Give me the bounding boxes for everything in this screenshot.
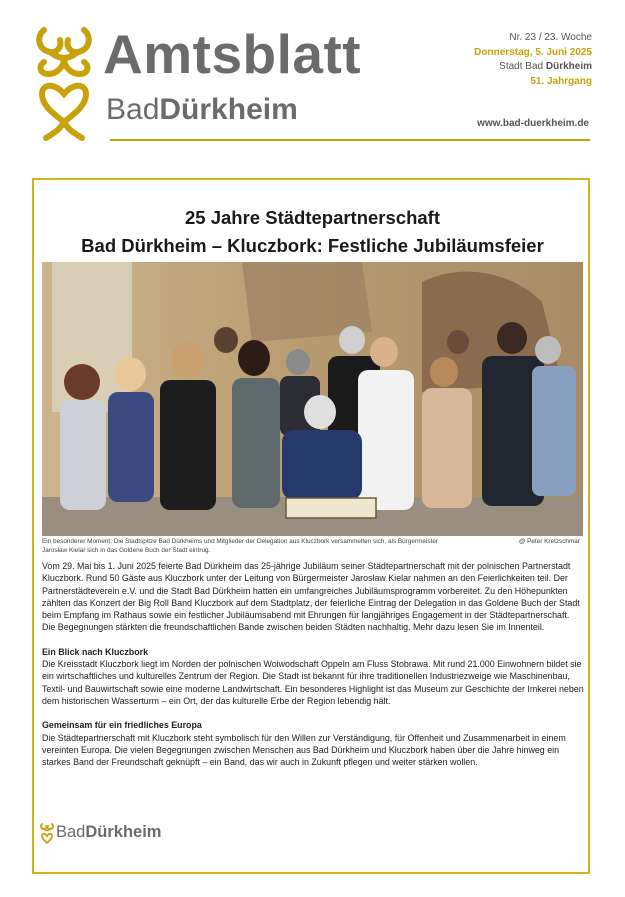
section-text-europa: Die Städtepartnerschaft mit Kluczbork steht symbolisch für den Willen zur Verständigung, für Offenheit und Zusammenarbeit in einem vereinten Europa. Die vielen Begegnungen zwischen Menschen aus Bad Dürkheim und Kluczbork haben über die Jahre hinweg ein starkes Band der Freundschaft geknüpft – ein Band, das wir auch in Zukunft pflegen und weiter stärken wollen. <box>42 732 566 768</box>
issue-town <box>474 60 592 75</box>
bad-duerkheim-small-emblem-icon <box>40 822 54 846</box>
footer-logo <box>40 822 180 844</box>
masthead-divider <box>110 139 590 141</box>
issue-number: Nr. 23 / 23. Woche <box>509 32 592 43</box>
bad-duerkheim-emblem-icon <box>34 22 94 146</box>
town-prefix: Stadt Bad <box>499 61 546 72</box>
headline-line-2: Bad Dürkheim – Kluczbork: Festliche Jubiläumsfeier <box>81 235 544 256</box>
issue-info <box>474 31 592 89</box>
footer-logo-light: Bad <box>56 823 86 841</box>
article-body <box>42 560 584 768</box>
section-heading-kluczbork: Ein Blick nach Kluczbork <box>42 646 149 657</box>
photo-credit: @ Peter Kretzschmar <box>518 538 580 545</box>
article-photo <box>42 262 583 536</box>
subtitle-bold: Dürkheim <box>159 93 298 126</box>
section-heading-europa: Gemeinsam für ein friedliches Europa <box>42 720 202 731</box>
masthead <box>0 0 625 160</box>
website-link[interactable]: www.bad-duerkheim.de <box>477 118 589 129</box>
article-intro: Vom 29. Mai bis 1. Juni 2025 feierte Bad Dürkheim das 25-jährige Jubiläum seiner Städtepartnerschaft mit der polnischen Partnerstadt Kluczbork. Rund 50 Gäste aus Kluczbork unter der Leitung von Bürgermeister Jarosław Kielar nahmen an den Feierlichkeiten teil. Der Partnerstädteverein e.V. und die Stadt Bad Dürkheim hatten ein umfangreiches Jubiläumsprogramm vorbereitet. Zu den Höhepunkten zählten das Konzert der Big Roll Band Kluczbork auf dem Stadtplatz, der feierliche Eintrag der Delegation in das Goldene Buch der Stadt beim Empfang im Rathaus sowie ein festlicher Jubiläumsabend mit Ehrungen für langjähriges Engagement in der Städtepartnerschaft. Die Begegnungen stärkten die freundschaftlichen Bande zwischen beiden Städten nachhaltig. Mehr dazu lesen Sie im Innenteil. <box>42 561 580 633</box>
issue-date: Donnerstag, 5. Juni 2025 <box>474 46 592 58</box>
footer-logo-bold: Dürkheim <box>85 823 162 841</box>
town-bold: Dürkheim <box>545 61 592 72</box>
section-text-kluczbork: Die Kreisstadt Kluczbork liegt im Norden der polnischen Woiwodschaft Oppeln am Fluss Stobrawa. Mit rund 21.000 Einwohnern bildet sie ein wirtschaftliches und kulturelles Zentrum der Region. Die Stadt ist bekannt für ihre traditionellen Industriezweige wie Maschinenbau, Textil- und Bauwirtschaft sowie eine moderne Landwirtschaft. Ein besonderes Highlight ist das Museum zur Geschichte der Imkerei neben dem historischen Wasserturm – ein Ort, der das kulturelle Erbe der Region lebendig hält. <box>42 659 584 706</box>
footer-logo-text <box>56 823 161 842</box>
issue-volume: 51. Jahrgang <box>530 75 592 87</box>
headline-line-1: 25 Jahre Städtepartnerschaft <box>185 207 440 228</box>
photo-caption: Ein besonderer Moment: Die Stadtspitze Bad Dürkheims und Mitglieder der Delegation aus Kluczbork versammelten sich, als Bürgermeister Jarosław Kielar sich in das Goldene Buch der Stadt eintrug. <box>42 538 439 554</box>
masthead-title: Amtsblatt <box>103 23 362 85</box>
article-headline <box>0 204 625 260</box>
subtitle-light: Bad <box>106 93 160 126</box>
masthead-subtitle <box>106 92 298 128</box>
group-photo-illustration <box>42 262 583 536</box>
